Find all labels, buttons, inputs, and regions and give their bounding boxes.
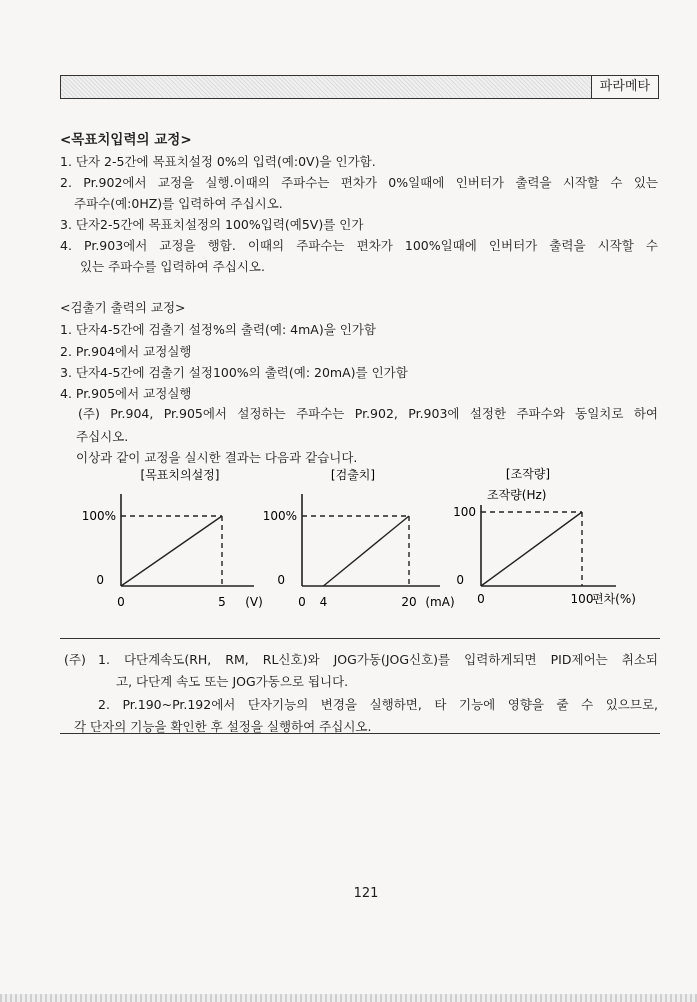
section2-item-3: 3. 단자4-5간에 검출기 설정100%의 출력(예: 20mA)를 인가함 <box>60 365 408 380</box>
section1-item-1: 1. 단자 2-5간에 목표치설정 0%의 입력(예:0V)을 인가함. <box>60 154 376 169</box>
chart-3-series-line <box>481 512 582 586</box>
section1-item-2: 2. Pr.902에서 교정을 실행.이때의 주파수는 편차가 0%일때에 인버터가 출력을 시작할 수 있는 <box>60 175 658 190</box>
section1-item-3: 3. 단자2-5간에 목표치설정의 100%입력(예5V)를 인가 <box>60 217 364 232</box>
note-1: 1. 다단계속도(RH, RM, RL신호)와 JOG가동(JOG신호)를 입력하게되면 PID제어는 취소되 <box>98 652 658 667</box>
section2-title: <검출기 출력의 교정> <box>60 300 186 315</box>
chart-1-ytick-zero: 0 <box>96 573 104 587</box>
section2-result-intro: 이상과 같이 교정을 실시한 결과는 다음과 같습니다. <box>76 450 358 465</box>
chart-2-ytick-zero: 0 <box>277 573 285 587</box>
chart-2-xtick-1: 4 <box>319 595 328 609</box>
note-2-cont: 각 단자의 기능을 확인한 후 설정을 실행하여 주십시오. <box>74 719 372 734</box>
chart-3-ylabel: 조작량(Hz) <box>487 488 547 502</box>
note-1-cont: 고, 다단계 속도 또는 JOG가동으로 됩니다. <box>116 674 349 689</box>
section1-item-4: 4. Pr.903에서 교정을 행함. 이때의 주파수는 편차가 100%일때에 인버터가 출력을 시작할 수 <box>60 238 658 253</box>
section1-item-4-cont: 있는 주파수를 입력하여 주십시오. <box>80 259 265 274</box>
chart-3-xtick-1: 100 <box>570 592 594 606</box>
notes-prefix: (주) <box>64 652 86 667</box>
section-header-title: 파라메타 <box>591 76 658 98</box>
chart-3-x-unit: 편차(%) <box>592 592 636 606</box>
chart-3-ytick-top: 100 <box>453 505 476 519</box>
chart-3-xtick-0: 0 <box>477 592 485 606</box>
chart-1-xtick-0: 0 <box>117 595 125 609</box>
chart-3-title: [조작량] <box>505 467 551 481</box>
chart-2-title: [검출치] <box>330 468 376 482</box>
section2-item-1: 1. 단자4-5간에 검출기 설정%의 출력(예: 4mA)을 인가함 <box>60 322 376 337</box>
page-number: 121 <box>353 886 379 901</box>
chart-2-xtick-2: 20 <box>401 595 417 609</box>
section2-note: (주) Pr.904, Pr.905에서 설정하는 주파수는 Pr.902, Pr.903에 설정한 주파수와 동일치로 하여 <box>78 406 658 421</box>
section2-item-2: 2. Pr.904에서 교정실행 <box>60 344 192 359</box>
chart-1-title: [목표치의설정] <box>140 468 220 482</box>
section1-title: <목표치입력의 교정> <box>60 132 192 148</box>
chart-1-x-unit: (V) <box>245 595 263 609</box>
note-2: 2. Pr.190~Pr.192에서 단자기능의 변경을 실행하면, 타 기능에 영향을 줄 수 있으므로, <box>98 697 658 712</box>
chart-2-xtick-0: 0 <box>298 595 306 609</box>
chart-1-ytick-top: 100% <box>81 509 116 523</box>
chart-2-ytick-top: 100% <box>262 509 297 523</box>
scan-edge <box>0 994 697 1002</box>
chart-1-xtick-1: 5 <box>218 595 226 609</box>
section2-item-4: 4. Pr.905에서 교정실행 <box>60 386 192 401</box>
chart-1-series-line <box>121 516 222 586</box>
chart-2-x-unit: (mA) <box>425 595 455 609</box>
chart-2-series-line <box>323 516 409 586</box>
section1-item-2-cont: 주파수(예:0HZ)를 입력하여 주십시오. <box>74 196 283 211</box>
chart-3-ytick-zero: 0 <box>456 573 464 587</box>
section2-note-cont: 주십시오. <box>76 429 129 444</box>
